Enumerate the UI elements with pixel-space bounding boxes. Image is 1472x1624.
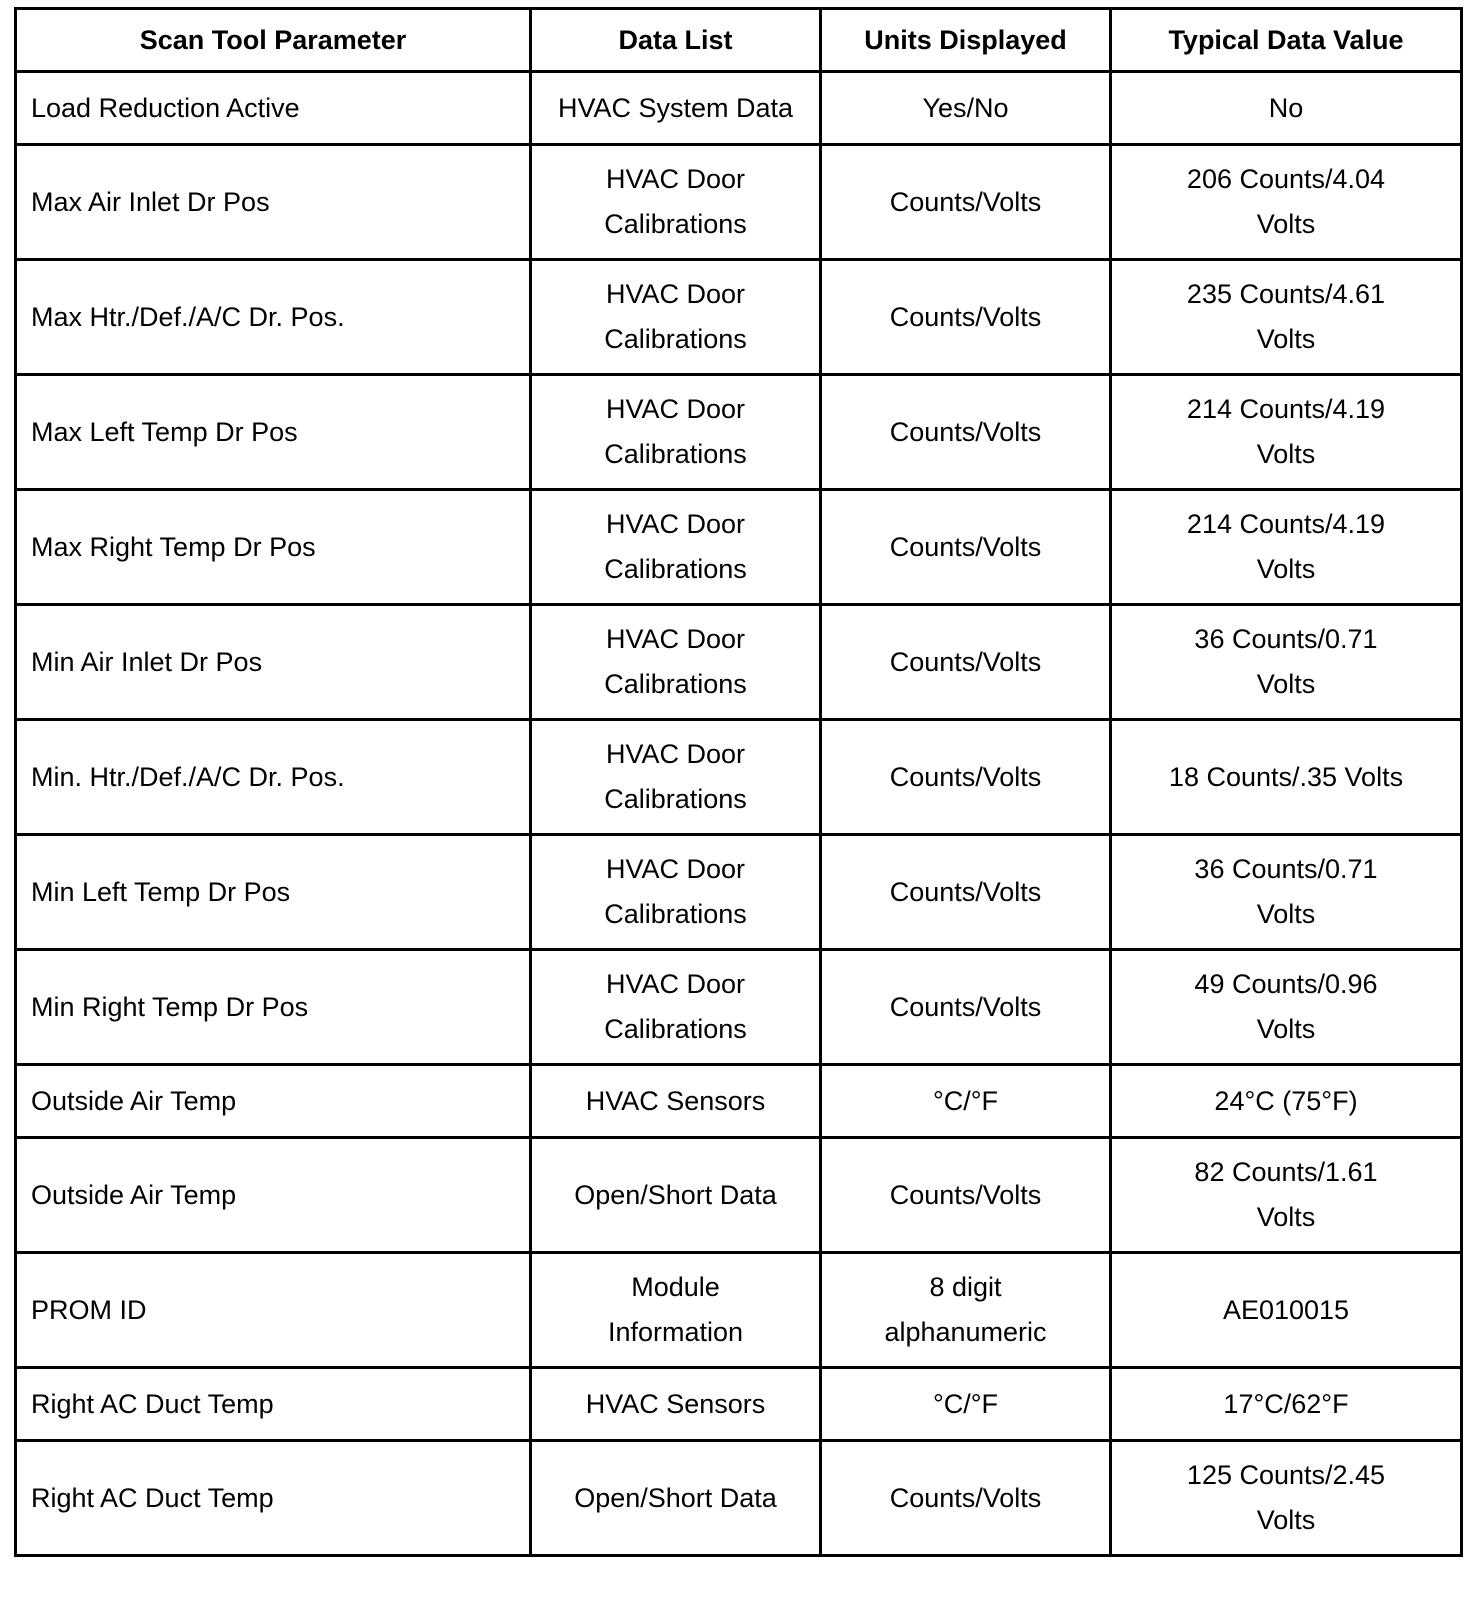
cell-scan-tool-parameter: Min Left Temp Dr Pos bbox=[16, 835, 531, 950]
cell-text-line: Counts/Volts bbox=[889, 416, 1042, 447]
cell-data-list bbox=[531, 490, 821, 605]
cell-text-line: 235 Counts/4.61 bbox=[1186, 279, 1386, 309]
cell-typical-data-value bbox=[1111, 1065, 1462, 1138]
cell-data-list bbox=[531, 72, 821, 145]
cell-data-list bbox=[531, 720, 821, 835]
cell-scan-tool-parameter: Min. Htr./Def./A/C Dr. Pos. bbox=[16, 720, 531, 835]
cell-text-line: Calibrations bbox=[604, 209, 747, 239]
cell-typical-data-value bbox=[1111, 950, 1462, 1065]
table-row bbox=[16, 260, 1462, 375]
cell-units-displayed bbox=[821, 1441, 1111, 1556]
cell-scan-tool-parameter: Min Air Inlet Dr Pos bbox=[16, 605, 531, 720]
cell-text-line: Volts bbox=[1256, 209, 1316, 239]
cell-scan-tool-parameter: Max Right Temp Dr Pos bbox=[16, 490, 531, 605]
table-row bbox=[16, 1138, 1462, 1253]
cell-units-displayed bbox=[821, 720, 1111, 835]
cell-data-list bbox=[531, 1441, 821, 1556]
cell-data-list bbox=[531, 1253, 821, 1368]
cell-scan-tool-parameter: PROM ID bbox=[16, 1253, 531, 1368]
cell-typical-data-value bbox=[1111, 72, 1462, 145]
cell-text-line: Calibrations bbox=[604, 1014, 747, 1044]
cell-text-line: 24°C (75°F) bbox=[1214, 1085, 1358, 1116]
cell-text-line: Information bbox=[607, 1317, 744, 1347]
table-row bbox=[16, 835, 1462, 950]
cell-text-line: 17°C/62°F bbox=[1223, 1388, 1349, 1419]
cell-text-line: HVAC Sensors bbox=[585, 1388, 766, 1419]
cell-data-list bbox=[531, 950, 821, 1065]
cell-text-line: alphanumeric bbox=[884, 1317, 1047, 1347]
cell-text-line: No bbox=[1268, 92, 1304, 123]
cell-scan-tool-parameter: Max Air Inlet Dr Pos bbox=[16, 145, 531, 260]
cell-text-line: Volts bbox=[1256, 324, 1316, 354]
cell-text-line: 214 Counts/4.19 bbox=[1186, 509, 1386, 539]
cell-typical-data-value bbox=[1111, 1138, 1462, 1253]
table-row bbox=[16, 950, 1462, 1065]
cell-typical-data-value bbox=[1111, 375, 1462, 490]
table-row bbox=[16, 1253, 1462, 1368]
table-row bbox=[16, 145, 1462, 260]
cell-text-line: Counts/Volts bbox=[889, 186, 1042, 217]
cell-text-line: 82 Counts/1.61 bbox=[1194, 1157, 1378, 1187]
cell-text-line: Calibrations bbox=[604, 439, 747, 469]
cell-text-line: 206 Counts/4.04 bbox=[1186, 164, 1386, 194]
cell-text-line: Calibrations bbox=[604, 784, 747, 814]
cell-data-list bbox=[531, 605, 821, 720]
cell-typical-data-value bbox=[1111, 1441, 1462, 1556]
cell-text-line: Counts/Volts bbox=[889, 1179, 1042, 1210]
cell-text-line: Counts/Volts bbox=[889, 531, 1042, 562]
table-header-row bbox=[16, 9, 1462, 72]
cell-units-displayed bbox=[821, 1368, 1111, 1441]
cell-typical-data-value bbox=[1111, 1253, 1462, 1368]
cell-typical-data-value bbox=[1111, 145, 1462, 260]
cell-units-displayed bbox=[821, 835, 1111, 950]
table-row bbox=[16, 1368, 1462, 1441]
cell-text-line: HVAC Door bbox=[605, 164, 746, 194]
cell-text-line: Volts bbox=[1256, 1014, 1316, 1044]
cell-scan-tool-parameter: Load Reduction Active bbox=[16, 72, 531, 145]
cell-text-line: HVAC Door bbox=[605, 509, 746, 539]
cell-text-line: Volts bbox=[1256, 1202, 1316, 1232]
cell-scan-tool-parameter: Right AC Duct Temp bbox=[16, 1368, 531, 1441]
cell-data-list bbox=[531, 375, 821, 490]
cell-units-displayed bbox=[821, 1138, 1111, 1253]
cell-data-list bbox=[531, 1065, 821, 1138]
header-data-list: Data List bbox=[531, 9, 821, 72]
cell-data-list bbox=[531, 145, 821, 260]
cell-text-line: Counts/Volts bbox=[889, 991, 1042, 1022]
cell-data-list bbox=[531, 835, 821, 950]
cell-text-line: 36 Counts/0.71 bbox=[1194, 624, 1378, 654]
cell-text-line: °C/°F bbox=[932, 1085, 999, 1116]
cell-units-displayed bbox=[821, 260, 1111, 375]
cell-units-displayed bbox=[821, 490, 1111, 605]
cell-text-line: Counts/Volts bbox=[889, 876, 1042, 907]
cell-text-line: HVAC Door bbox=[605, 624, 746, 654]
cell-text-line: Volts bbox=[1256, 554, 1316, 584]
cell-scan-tool-parameter: Right AC Duct Temp bbox=[16, 1441, 531, 1556]
cell-text-line: Yes/No bbox=[922, 92, 1009, 123]
cell-text-line: Calibrations bbox=[604, 554, 747, 584]
table-row bbox=[16, 72, 1462, 145]
cell-text-line: 49 Counts/0.96 bbox=[1194, 969, 1378, 999]
cell-text-line: Calibrations bbox=[604, 669, 747, 699]
cell-scan-tool-parameter: Max Left Temp Dr Pos bbox=[16, 375, 531, 490]
cell-typical-data-value bbox=[1111, 605, 1462, 720]
cell-text-line: HVAC Door bbox=[605, 739, 746, 769]
table-body bbox=[16, 72, 1462, 1556]
cell-units-displayed bbox=[821, 605, 1111, 720]
cell-text-line: Counts/Volts bbox=[889, 301, 1042, 332]
table-row bbox=[16, 375, 1462, 490]
cell-text-line: HVAC Door bbox=[605, 394, 746, 424]
cell-text-line: 18 Counts/.35 Volts bbox=[1168, 761, 1404, 792]
cell-text-line: Volts bbox=[1256, 669, 1316, 699]
table-row bbox=[16, 1441, 1462, 1556]
cell-text-line: HVAC Sensors bbox=[585, 1085, 766, 1116]
cell-text-line: Counts/Volts bbox=[889, 1482, 1042, 1513]
cell-units-displayed bbox=[821, 1253, 1111, 1368]
header-scan-tool-parameter: Scan Tool Parameter bbox=[16, 9, 531, 72]
cell-text-line: Volts bbox=[1256, 899, 1316, 929]
cell-text-line: 214 Counts/4.19 bbox=[1186, 394, 1386, 424]
cell-text-line: HVAC System Data bbox=[557, 92, 794, 123]
table-row bbox=[16, 720, 1462, 835]
cell-typical-data-value bbox=[1111, 720, 1462, 835]
cell-text-line: Module bbox=[631, 1272, 720, 1302]
cell-text-line: Counts/Volts bbox=[889, 646, 1042, 677]
cell-text-line: Volts bbox=[1256, 1505, 1316, 1535]
cell-text-line: 125 Counts/2.45 bbox=[1186, 1460, 1386, 1490]
cell-typical-data-value bbox=[1111, 260, 1462, 375]
cell-units-displayed bbox=[821, 950, 1111, 1065]
scan-tool-data-table bbox=[14, 7, 1463, 1557]
cell-text-line: °C/°F bbox=[932, 1388, 999, 1419]
cell-text-line: Counts/Volts bbox=[889, 761, 1042, 792]
cell-text-line: Calibrations bbox=[604, 324, 747, 354]
cell-text-line: Open/Short Data bbox=[574, 1179, 777, 1210]
cell-units-displayed bbox=[821, 375, 1111, 490]
cell-typical-data-value bbox=[1111, 490, 1462, 605]
cell-scan-tool-parameter: Max Htr./Def./A/C Dr. Pos. bbox=[16, 260, 531, 375]
cell-text-line: Calibrations bbox=[604, 899, 747, 929]
cell-units-displayed bbox=[821, 1065, 1111, 1138]
cell-scan-tool-parameter: Min Right Temp Dr Pos bbox=[16, 950, 531, 1065]
cell-data-list bbox=[531, 260, 821, 375]
header-typical-data-value: Typical Data Value bbox=[1111, 9, 1462, 72]
cell-text-line: 36 Counts/0.71 bbox=[1194, 854, 1378, 884]
cell-text-line: 8 digit bbox=[929, 1272, 1002, 1302]
cell-scan-tool-parameter: Outside Air Temp bbox=[16, 1138, 531, 1253]
cell-data-list bbox=[531, 1138, 821, 1253]
cell-typical-data-value bbox=[1111, 835, 1462, 950]
table-row bbox=[16, 1065, 1462, 1138]
cell-units-displayed bbox=[821, 145, 1111, 260]
table-row bbox=[16, 605, 1462, 720]
cell-scan-tool-parameter: Outside Air Temp bbox=[16, 1065, 531, 1138]
cell-text-line: HVAC Door bbox=[605, 969, 746, 999]
cell-text-line: HVAC Door bbox=[605, 279, 746, 309]
cell-text-line: AE010015 bbox=[1222, 1294, 1350, 1325]
header-units-displayed: Units Displayed bbox=[821, 9, 1111, 72]
table-row bbox=[16, 490, 1462, 605]
cell-data-list bbox=[531, 1368, 821, 1441]
cell-typical-data-value bbox=[1111, 1368, 1462, 1441]
cell-text-line: Volts bbox=[1256, 439, 1316, 469]
cell-text-line: Open/Short Data bbox=[574, 1482, 777, 1513]
cell-units-displayed bbox=[821, 72, 1111, 145]
cell-text-line: HVAC Door bbox=[605, 854, 746, 884]
